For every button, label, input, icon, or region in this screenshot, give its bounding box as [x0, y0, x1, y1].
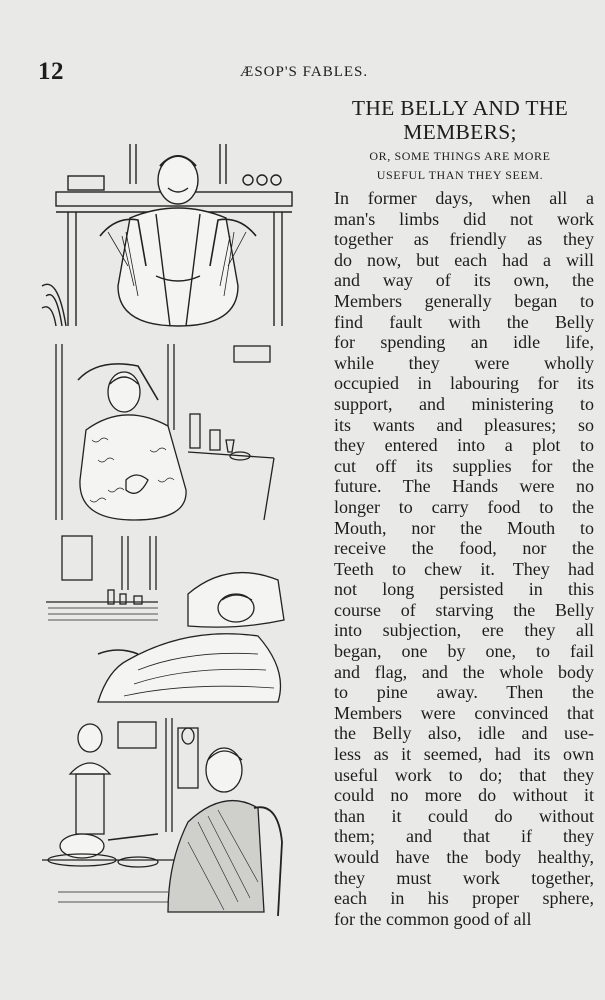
fable-title-line-1: THE BELLY AND THE	[351, 96, 569, 120]
body-line: and flag, and the whole body	[334, 661, 594, 682]
body-line: could no more do without it	[334, 785, 594, 806]
body-line: support, and ministering to	[334, 393, 594, 414]
man-lying-in-bed-illustration	[38, 530, 298, 706]
body-line: the Belly also, idle and use-	[334, 723, 594, 744]
fable-subtitle-line-2: USEFUL THAN THEY SEEM.	[376, 168, 544, 182]
page-number: 12	[38, 58, 64, 85]
body-line: to pine away. Then the	[334, 682, 594, 703]
body-line: receive the food, nor the	[334, 538, 594, 559]
body-line: find fault with the Belly	[334, 311, 594, 332]
running-title: ÆSOP'S FABLES.	[240, 64, 369, 80]
body-line: cut off its supplies for the	[334, 455, 594, 476]
fable-subtitle-line-1: OR, SOME THINGS ARE MORE	[369, 149, 551, 163]
sick-man-in-armchair-illustration	[38, 340, 298, 524]
body-line: they entered into a plot to	[334, 435, 594, 456]
stout-man-at-fireplace-illustration	[38, 136, 298, 328]
body-line: began, one by one, to fail	[334, 641, 594, 662]
body-line: future. The Hands were no	[334, 476, 594, 497]
body-line: less as it seemed, had its own	[334, 744, 594, 765]
body-line: longer to carry food to the	[334, 496, 594, 517]
body-line: they must work together,	[334, 867, 594, 888]
body-line: while they were wholly	[334, 352, 594, 373]
body-line: Members generally began to	[334, 290, 594, 311]
body-line: Members were convinced that	[334, 702, 594, 723]
fable-title	[330, 96, 590, 144]
body-line: man's limbs did not work	[334, 208, 594, 229]
body-line: into subjection, ere they all	[334, 620, 594, 641]
body-line: would have the body healthy,	[334, 847, 594, 867]
body-line: course of starving the Belly	[334, 599, 594, 620]
body-line: than it could do without	[334, 805, 594, 826]
body-line: Teeth to chew it. They had	[334, 558, 594, 579]
body-line: for spending an idle life,	[334, 332, 594, 353]
body-line: not long persisted in this	[334, 579, 594, 600]
body-line: together as friendly as they	[334, 229, 594, 250]
body-line: and way of its own, the	[334, 270, 594, 291]
fable-subtitle	[330, 147, 590, 185]
fable-body	[334, 188, 594, 929]
body-line: In former days, when all a	[334, 188, 594, 208]
body-line: them; and that if they	[334, 826, 594, 847]
body-line: each in his proper sphere,	[334, 888, 594, 909]
body-line: for the common good of all	[334, 908, 532, 929]
body-line: occupied in labouring for its	[334, 373, 594, 394]
man-dining-at-table-illustration	[38, 712, 298, 924]
body-line: its wants and pleasures; so	[334, 414, 594, 435]
body-line: do now, but each had a will	[334, 249, 594, 270]
body-line: Mouth, nor the Mouth to	[334, 517, 594, 538]
body-line: useful work to do; that they	[334, 764, 594, 785]
fable-title-line-2: MEMBERS;	[403, 120, 517, 144]
